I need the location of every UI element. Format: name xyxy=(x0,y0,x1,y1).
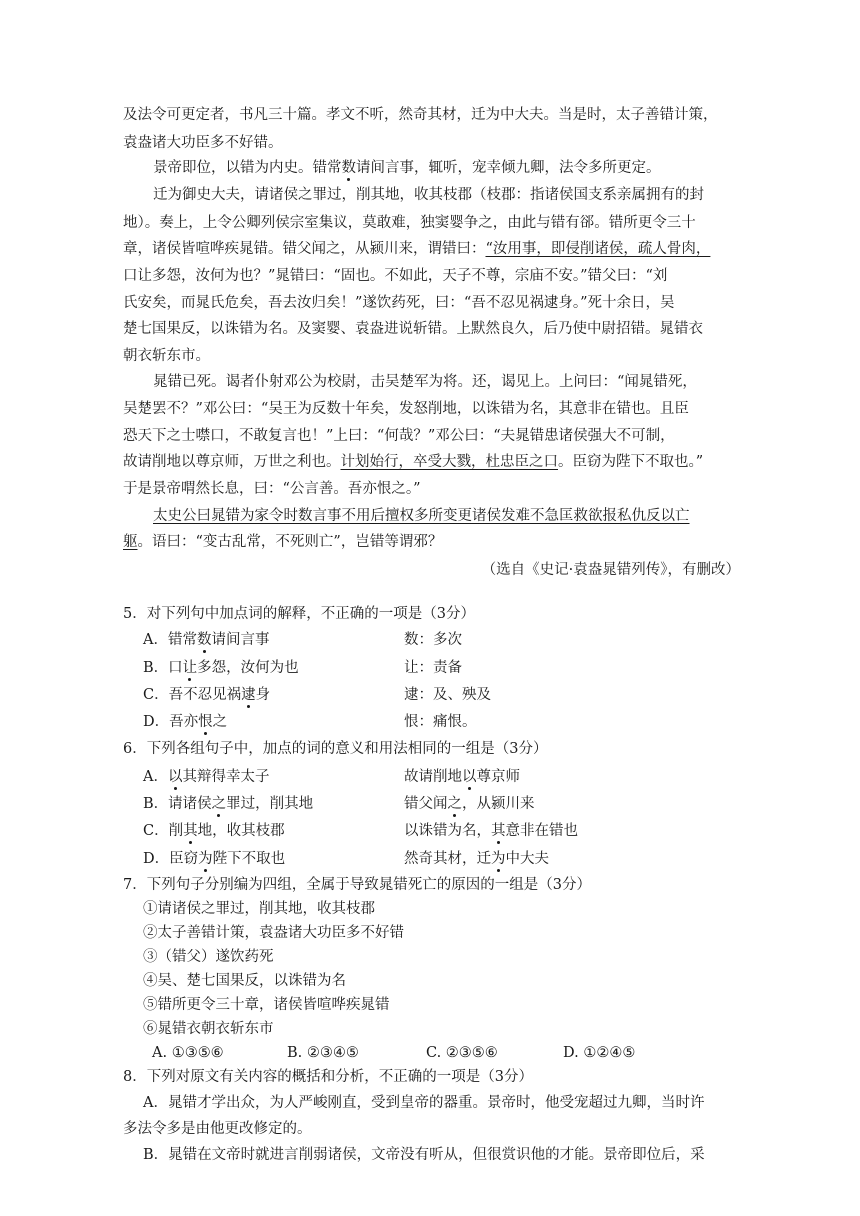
q6-option-left: D．臣窃为陛下不取也 xyxy=(143,851,286,867)
q8-option-line: A．晁错才学出众，为人严峻刚直，受到皇帝的器重。景帝时，他受宠超过九卿，当时许 xyxy=(143,1095,705,1111)
emphasis-dot-char: 其 xyxy=(183,823,198,839)
q5-option-left: B．口让多怨，汝何为也 xyxy=(143,660,299,676)
passage-line: 景帝即位，以错为内史。错常数请间言事，辄听，宠幸倾九卿，法令多所更定。 xyxy=(153,160,661,176)
emphasis-dot-char: 数 xyxy=(341,160,356,176)
q7-choice: D. ①②④⑤ xyxy=(563,1045,636,1061)
emphasis-dot-char: 恨 xyxy=(198,714,213,730)
question-5-stem: 5．对下列句中加点词的解释，不正确的一项是（3分） xyxy=(123,606,475,622)
question-7-stem: 7．下列句子分别编为四组，全属于导致晁错死亡的原因的一组是（3分） xyxy=(123,877,591,893)
q5-option-left: D．吾亦恨之 xyxy=(143,714,228,730)
q6-option-left: B．请诸侯之罪过，削其地 xyxy=(143,796,314,812)
underlined-sentence: 计划始行，卒受大戮，杜忠臣之口 xyxy=(340,454,558,470)
passage-text: 章，诸侯皆喧哗疾晁错。错父闻之，从颍川来，谓错曰： xyxy=(123,241,486,257)
emphasis-dot-char: 以 xyxy=(167,769,183,785)
passage-line: 楚七国果反，以诛错为名。及窦婴、袁盎进说斩错。上默然良久，后乃使中尉招错。晁错衣 xyxy=(123,321,703,337)
emphasis-dot-char: 之 xyxy=(211,796,227,812)
passage-line: 地）。奏上，上令公卿列侯宗室集议，莫敢难，独窦婴争之，由此与错有郤。错所更令三十 xyxy=(123,215,696,231)
q8-option-line: B．晁错在文帝时就进言削弱诸侯，文帝没有听从，但很赏识他的才能。景帝即位后，采 xyxy=(143,1147,705,1163)
passage-line xyxy=(123,242,710,257)
q7-item: ③（错父）遂饮药死 xyxy=(143,949,274,965)
passage-line: 朝衣斩东市。 xyxy=(123,348,210,364)
passage-line: 吴楚罢不？”邓公曰：“吴王为反数十年矣，发怒削地，以诛错为名，其意非在错也。且臣 xyxy=(123,401,689,417)
passage-line: 氏安矣，而晁氏危矣，吾去汝归矣！”遂饮药死，曰：“吾不忍见祸逮身。”死十余日，吴 xyxy=(123,295,675,311)
q5-option-right: 让：责备 xyxy=(404,660,462,676)
passage-line: 袁盎诸大功臣多不好错。 xyxy=(123,135,283,151)
q5-option-right: 数：多次 xyxy=(404,632,462,648)
passage-line: 恐天下之士噤口，不敢复言也！”上曰：“何哉？”邓公曰：“夫晁错患诸侯强大不可制， xyxy=(123,428,675,444)
q7-item: ⑤错所更令三十章，诸侯皆喧哗疾晁错 xyxy=(143,997,390,1013)
passage-text: 故请削地以尊京师，万世之利也。 xyxy=(123,454,341,470)
passage-line: 口让多怨，汝何为也？”晁错曰：“固也。不如此，天子不尊，宗庙不安。”错父曰：“刘 xyxy=(123,268,668,284)
q7-item: ④吴、楚七国果反，以诛错为名 xyxy=(143,973,346,989)
q6-option-right: 错父闻之，从颍川来 xyxy=(404,796,535,812)
q6-option-left: A．以其辩得幸太子 xyxy=(143,769,270,785)
question-8-stem: 8．下列对原文有关内容的概括和分析，不正确的一项是（3分） xyxy=(123,1069,533,1085)
underlined-sentence: “汝用事，即侵削诸侯，疏人骨肉， xyxy=(485,241,711,257)
source-citation: （选自《史记·袁盎晁错列传》，有删改） xyxy=(481,562,740,578)
emphasis-dot-char: 以 xyxy=(462,769,477,785)
emphasis-dot-char: 逮 xyxy=(241,687,256,703)
q7-choice: A. ①③⑤⑥ xyxy=(152,1045,224,1061)
q6-option-right: 故请削地以尊京师 xyxy=(404,769,520,785)
question-6-stem: 6．下列各组句子中，加点的词的意义和用法相同的一组是（3分） xyxy=(123,741,548,757)
q6-option-right: 然奇其材，迁为中大夫 xyxy=(404,851,549,867)
emphasis-dot-char: 让 xyxy=(182,660,198,676)
passage-line: 及法令可更定者，书凡三十篇。孝文不听，然奇其材，迁为中大夫。当是时，太子善错计策， xyxy=(123,107,718,123)
q7-item: ⑥晁错衣朝衣斩东市 xyxy=(143,1021,274,1037)
passage-text: 。臣窃为陛下不取也。” xyxy=(558,454,704,470)
emphasis-dot-char: 其 xyxy=(491,823,506,839)
q5-option-right: 恨：痛恨。 xyxy=(404,714,477,730)
q7-item: ②太子善错计策，袁盎诸大功臣多不好错 xyxy=(143,925,404,941)
passage-line xyxy=(123,455,703,470)
emphasis-dot-char: 为 xyxy=(198,851,213,867)
q6-option-right: 以诛错为名，其意非在错也 xyxy=(404,823,578,839)
passage-line: 迁为御史大夫，请诸侯之罪过，削其地，收其枝郡（枝郡：指诸侯国支系亲属拥有的封 xyxy=(153,187,704,203)
passage-line xyxy=(123,535,442,550)
q7-choice: B. ②③④⑤ xyxy=(287,1045,359,1061)
emphasis-dot-char: 为 xyxy=(491,851,506,867)
passage-text: 。语曰：“变古乱常，不死则亡”，岂错等谓邪？ xyxy=(137,534,443,550)
q7-item: ①请诸侯之罪过，削其地，收其枝郡 xyxy=(143,901,375,917)
q5-option-right: 逮：及、殃及 xyxy=(404,687,491,703)
passage-line: 晁错已死。谒者仆射邓公为校尉，击吴楚军为将。还，谒见上。上问曰：“闻晁错死， xyxy=(153,374,697,390)
q5-option-left: A．错常数请间言事 xyxy=(143,632,270,648)
q6-option-left: C．削其地，收其枝郡 xyxy=(143,823,285,839)
emphasis-dot-char: 数 xyxy=(196,632,212,648)
emphasis-dot-char: 之 xyxy=(447,796,462,812)
q5-option-left: C．吾不忍见祸逮身 xyxy=(143,687,271,703)
q8-option-line: 多法令多是由他更改修定的。 xyxy=(123,1121,312,1137)
underlined-sentence: 躯 xyxy=(123,534,138,550)
underlined-sentence: 太史公曰晁错为家令时数言事不用后擅权多所变更诸侯发难不急匡救欲报私仇反以亡 xyxy=(153,508,690,524)
q7-choice: C. ②③⑤⑥ xyxy=(426,1045,498,1061)
passage-line: 于是景帝喟然长息，曰：“公言善。吾亦恨之。” xyxy=(123,481,421,497)
